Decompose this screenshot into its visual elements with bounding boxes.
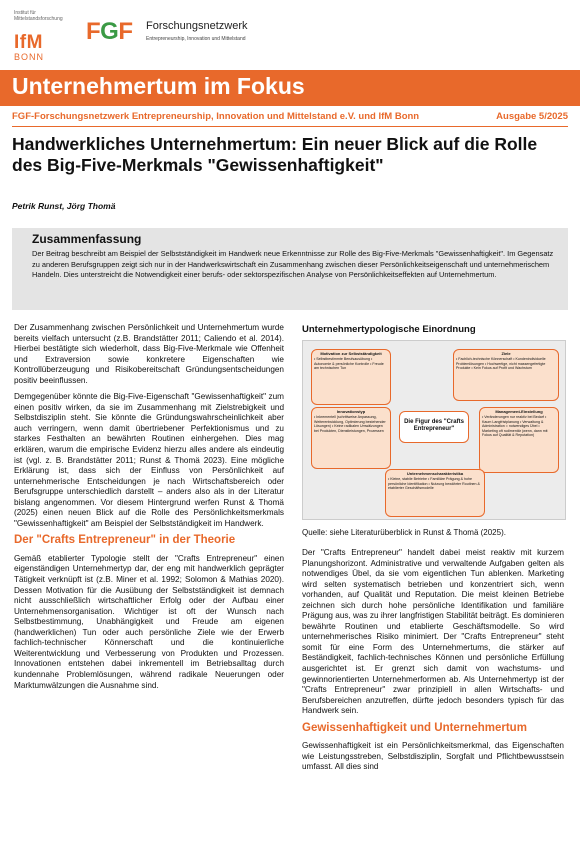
fgf-name: Forschungsnetzwerk (146, 20, 248, 32)
fgf-logo-letter-f2: F (118, 18, 133, 45)
title-band (0, 70, 580, 106)
box-title: Unternehmenscharakteristika (406, 471, 464, 476)
issue-number: Ausgabe 5/2025 (496, 111, 568, 122)
diagram-box-characteristics (385, 469, 485, 517)
page-header (0, 0, 580, 70)
divider (12, 126, 568, 127)
box-text: • Fachlich-technische Könnerschaft • Kundenindividuelle Problemlösungen • Hochwertige, nicht massengefertigte Produkte • Kein Fokus auf Profit und Wachstum (456, 357, 546, 371)
box-title: Ziele (501, 351, 511, 356)
box-text: • Kleine, stabile Betriebe • Familiäre Prägung & hohe persönliche Identifikation • Nutzung bewährter Routinen & etablierter Geschäftsmodelle (388, 477, 480, 491)
series-title: Unternehmertum im Fokus (12, 73, 305, 99)
figure-title: Unternehmertypologische Einordnung (302, 324, 476, 335)
fgf-logo-letter-g: G (100, 18, 119, 45)
ifm-logo-text: IfM (14, 32, 43, 53)
abstract-box (12, 228, 568, 310)
abstract-heading: Zusammenfassung (32, 232, 142, 246)
fgf-logo-mark (86, 18, 133, 46)
fgf-logo (86, 18, 276, 58)
paragraph: Gemäß etablierter Typologie stellt der "Crafts Entrepreneur" einen eigenständigen Unternehmertyp dar, der eng mit handwerklich geprägter Tätigkeit verknüpft ist (z.B. Miner et al. 1992; Solomon & Mathias 2020). Dessen Motivation für die Ausübung der Selbstständigkeit ist demnach nicht ausschließlich wirtschaftlicher Erfolg oder der Aufbau einer Unternehmensorganisation. Wichtiger ist oft der Wunsch nach Selbstbestimmung, Unabhängigkeit und Freude am eigenen (handwerklichen) Tun oder auch persönliche Ziele wie der Erwerb fachlich-technischer Könnerschaft und die kontinuierliche Weiterentwicklung und Verbesserung von Produkten und Prozessen. Innovationen entstehen dabei inkrementell im Betriebsalltag durch kundennahe Problemlösungen, während radikale Neuerungen oder Marktumwälzungen die Ausnahme sind. (14, 553, 284, 690)
box-text: • Selbstbestimmte Berufsausübung • Autonomie & persönliche Kontrolle • Freude am technischen Tun (314, 357, 384, 371)
box-title: Motivation zur Selbstständigkeit (320, 351, 382, 356)
paragraph: Demgegenüber könnte die Big-Five-Eigenschaft "Gewissenhaftigkeit" zum einen positiv wirken, da sie im Zusammenhang mit Zielstrebigkeit und Selbstdisziplin steht. Sie könnte die Gründungswahrscheinlichkeit aber auch verringern, wenn damit übertriebener Perfektionismus und zu starkes Festhalten an bewährten Routinen einhergehen. Dies mag erklären, warum die empirische Evidenz hierzu alles andere als eindeutig ist (vgl. z. B. Brandstätter 2011; Runst & Thomä 2023). Eine mögliche Erklärung ist, dass sich der Einfluss von Persönlichkeit auf unternehmerische Entscheidungen je nach Wirtschaftsbereich oder Berufsgruppe unterschiedlich darstellt – anders also als in der Literatur bislang angenommen. Vor diesem Hintergrund werfen Runst & Thomä (2025) einen neuen Blick auf die Rolle des Persönlichkeitsmerkmals "Gewissenhaftigkeit" am Beispiel der Selbstständigkeit im Handwerk. (14, 392, 284, 528)
paragraph: Der "Crafts Entrepreneur" handelt dabei meist reaktiv mit kurzem Planungshorizont. Administrative und verwaltende Aufgaben gelten als notwendiges Übel, da sie vom eigentlichen Tun ablenken. Marketing wird selten systematisch betrieben und konzentriert sich, wenn vorhanden, auf Qualität und Reputation. Die meist kleinen Betriebe zeichnen sich durch hohe persönliche Identifikation und familiäre Prägung aus, was zu ihrer langfristigen Stabilität beiträgt. Es dominieren bewährte Routinen und etablierte Geschäftsmodelle. So wird unternehmerisches Risiko minimiert. Der "Crafts Entrepreneur" steht somit für eine Form des Unternehmertums, die stärker auf Beständigkeit, fachlich-technisches Können und persönliche Erfüllung ausgerichtet ist. Er grenzt sich damit von wachstums- und gewinnorientierten Unternehmerformen ab. Als Unternehmertyp ist der "Crafts Entrepreneur" zwar prinzipiell in allen Wirtschafts- und Berufsbereichen anzutreffen, dürfte jedoch besonders typisch für das Handwerk sein. (302, 548, 564, 716)
figure-source: Quelle: siehe Literaturüberblick in Runst & Thomä (2025). (302, 528, 506, 537)
fgf-logo-letter-f1: F (86, 18, 101, 45)
box-title: Innovationstyp (336, 409, 366, 414)
typology-diagram (302, 340, 566, 520)
right-column (302, 548, 564, 779)
box-title: Management-Einstellung (495, 409, 543, 414)
diagram-center-node: Die Figur des "Crafts Entrepreneur" (399, 411, 469, 443)
paragraph: Gewissenhaftigkeit ist ein Persönlichkeitsmerkmal, das Eigenschaften wie Leistungsstreben, Selbstdisziplin, Sorgfalt und Pflichtbewusstsein umfasst. All dies sind (302, 741, 564, 772)
section-heading: Der "Crafts Entrepreneur" in der Theorie (14, 534, 236, 547)
authors: Petrik Runst, Jörg Thomä (12, 201, 116, 211)
paragraph: Der Zusammenhang zwischen Persönlichkeit und Unternehmertum wurde bereits vielfach untersucht (z.B. Brandstätter 2011; Caliendo et al. 2014). Hierbei bestätigte sich wiederholt, dass Big-Five-Merkmale wie Offenheit und Extraversion sowie konkretere Eigenschaften wie Kontrollüberzeugung und Risikobereitschaft Gründungsentscheidungen positiv beeinflussen. (14, 323, 284, 385)
publisher-line (12, 111, 568, 122)
article-title: Handwerkliches Unternehmertum: Ein neuer Blick auf die Rolle des Big-Five-Merkmals "Gewissenhaftigkeit" (12, 134, 538, 175)
fgf-tagline: Entrepreneurship, Innovation und Mittelstand (146, 36, 246, 42)
ifm-institute-name: Institut für Mittelstandsforschung (14, 10, 63, 22)
diagram-box-motivation (311, 349, 391, 405)
diagram-box-innovation (311, 407, 391, 469)
ifm-logo (14, 10, 68, 62)
abstract-text: Der Beitrag beschreibt am Beispiel der Selbstständigkeit im Handwerk neue Erkenntnisse zur Rolle des Big-Five-Merkmals "Gewissenhaftigkeit". Im Gegensatz zu anderen Berufsgruppen zeigt sich nur in der Handwerkswirtschaft ein Zusammenhang zwischen dieser Persönlichkeitseigenschaft und unternehmerischem Handeln. Dies unterstreicht die Notwendigkeit einer berufs- oder sektorspezifischen Analyse von Persönlichkeitseffekten auf Unternehmertum. (32, 249, 554, 280)
box-text: • Inkrementell (schrittweise Anpassung, Weiterentwicklung, Optimierung bestehender Lösungen) • Keine radikalen Umwälzungen bei Produkten, Dienstleistungen, Prozessen (314, 415, 386, 433)
ifm-logo-city: BONN (14, 52, 45, 62)
publisher-name: FGF-Forschungsnetzwerk Entrepreneurship, Innovation und Mittelstand e.V. und IfM Bonn (12, 111, 420, 122)
box-text: • Veränderungen nur reaktiv bei Bedarf • Kaum Langfristplanung • Verwaltung & Administration = notwendiges Übel • Marketing oft rudimentär (wenn, dann mit Fokus auf Qualität & Reputation) (482, 415, 548, 438)
diagram-box-management (479, 407, 559, 473)
section-heading: Gewissenhaftigkeit und Unternehmertum (302, 721, 527, 734)
left-column (14, 323, 284, 697)
diagram-box-goals (453, 349, 559, 401)
